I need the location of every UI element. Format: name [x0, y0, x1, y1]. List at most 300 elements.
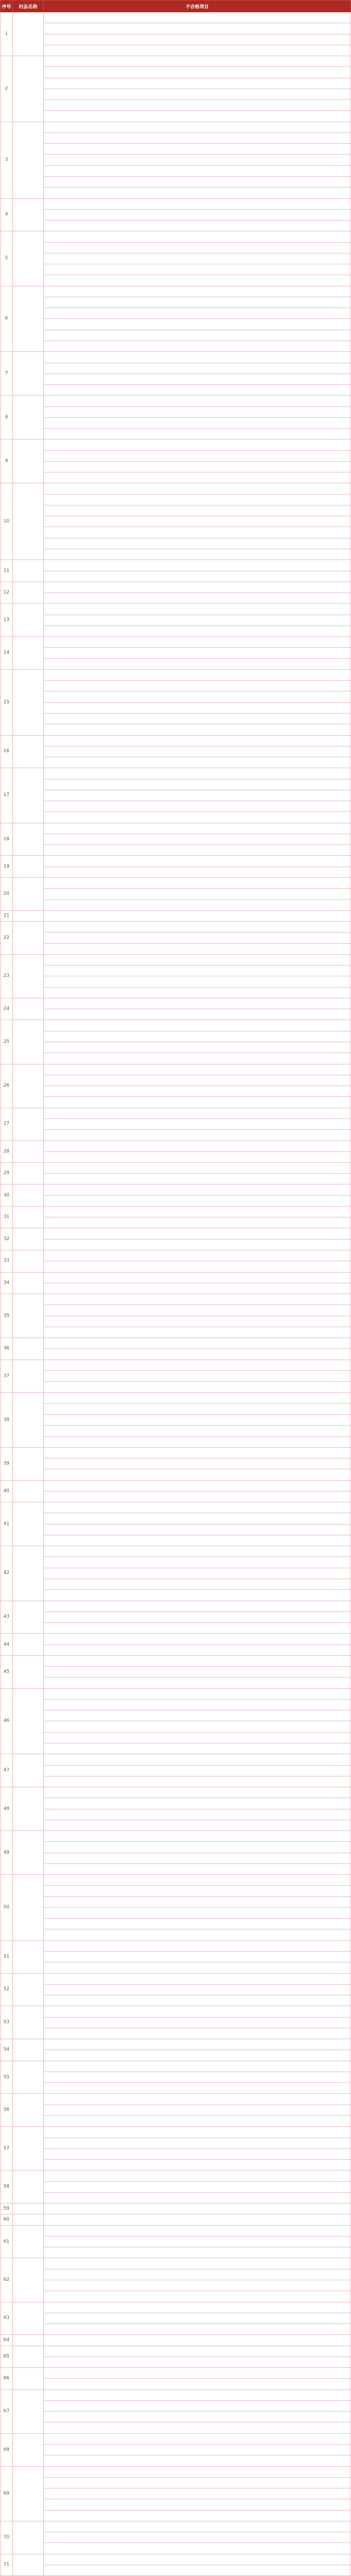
row-failed-item — [44, 2236, 351, 2247]
table-row — [1, 2148, 351, 2159]
row-product-name — [13, 2368, 44, 2390]
table-row — [1, 209, 351, 220]
table-row — [1, 1031, 351, 1042]
table-row — [1, 1228, 351, 1239]
table-row — [1, 965, 351, 976]
row-failed-item — [44, 922, 351, 933]
table-row — [1, 1721, 351, 1732]
table-row — [1, 2171, 351, 2181]
row-failed-item — [44, 286, 351, 297]
row-index: 49 — [1, 1831, 13, 1875]
row-failed-item — [44, 1787, 351, 1798]
row-failed-item — [44, 658, 351, 669]
row-failed-item — [44, 406, 351, 417]
row-failed-item — [44, 2379, 351, 2389]
row-failed-item — [44, 2116, 351, 2127]
row-index: 15 — [1, 669, 13, 735]
table-row — [1, 363, 351, 374]
row-failed-item — [44, 1601, 351, 1612]
row-failed-item — [44, 1009, 351, 1020]
table-row — [1, 2499, 351, 2510]
table-row — [1, 922, 351, 933]
table-row — [1, 976, 351, 987]
table-row — [1, 801, 351, 812]
row-failed-item — [44, 976, 351, 987]
table-row — [1, 308, 351, 319]
table-row — [1, 2192, 351, 2203]
table-row — [1, 165, 351, 176]
table-row — [1, 1513, 351, 1524]
table-row — [1, 1995, 351, 2006]
row-failed-item — [44, 2433, 351, 2444]
row-failed-item — [44, 1294, 351, 1305]
table-row — [1, 23, 351, 34]
row-index: 52 — [1, 1973, 13, 2006]
row-product-name — [13, 2521, 44, 2554]
table-row — [1, 1338, 351, 1349]
table-row — [1, 877, 351, 888]
row-failed-item — [44, 1118, 351, 1129]
row-index: 36 — [1, 1338, 13, 1360]
row-failed-item — [44, 2543, 351, 2554]
row-failed-item — [44, 472, 351, 483]
row-failed-item — [44, 933, 351, 943]
row-failed-item — [44, 1042, 351, 1053]
table-row — [1, 1798, 351, 1809]
row-failed-item — [44, 1667, 351, 1677]
table-row — [1, 2324, 351, 2335]
row-failed-item — [44, 2105, 351, 2115]
row-failed-item — [44, 801, 351, 812]
table-row — [1, 188, 351, 198]
row-failed-item — [44, 2028, 351, 2039]
row-index: 17 — [1, 768, 13, 823]
row-failed-item — [44, 34, 351, 45]
row-failed-item — [44, 1502, 351, 1513]
row-failed-item — [44, 2335, 351, 2346]
table-row — [1, 2389, 351, 2400]
table-row — [1, 2160, 351, 2171]
row-failed-item — [44, 1853, 351, 1863]
row-failed-item — [44, 1020, 351, 1031]
table-row — [1, 604, 351, 615]
row-failed-item — [44, 2258, 351, 2269]
table-row — [1, 2138, 351, 2148]
table-row — [1, 122, 351, 132]
table-row — [1, 2039, 351, 2050]
row-failed-item — [44, 429, 351, 439]
row-product-name — [13, 2061, 44, 2094]
row-failed-item — [44, 1710, 351, 1721]
row-product-name — [13, 1228, 44, 1250]
table-row — [1, 2291, 351, 2302]
table-row — [1, 2357, 351, 2367]
header-index: 序号 — [1, 1, 13, 12]
row-failed-item — [44, 275, 351, 286]
row-failed-item — [44, 2444, 351, 2455]
table-row — [1, 1360, 351, 1370]
row-index: 65 — [1, 2346, 13, 2368]
table-row — [1, 2554, 351, 2565]
table-row — [1, 867, 351, 877]
table-row — [1, 2510, 351, 2521]
row-failed-item — [44, 1075, 351, 1086]
table-row — [1, 253, 351, 264]
row-product-name — [13, 998, 44, 1020]
row-product-name — [13, 2466, 44, 2521]
table-row — [1, 560, 351, 571]
row-index: 44 — [1, 1634, 13, 1656]
row-failed-item — [44, 845, 351, 856]
table-row — [1, 943, 351, 954]
table-row — [1, 198, 351, 209]
row-failed-item — [44, 1195, 351, 1206]
row-failed-item — [44, 1393, 351, 1403]
row-index: 34 — [1, 1272, 13, 1294]
table-row — [1, 746, 351, 757]
table-row — [1, 1415, 351, 1426]
table-row — [1, 2521, 351, 2532]
row-failed-item — [44, 1426, 351, 1436]
row-failed-item — [44, 2204, 351, 2214]
row-failed-item — [44, 341, 351, 351]
table-row — [1, 1447, 351, 1458]
table-row — [1, 1919, 351, 1929]
row-failed-item — [44, 1174, 351, 1184]
row-failed-item — [44, 1688, 351, 1699]
row-product-name — [13, 1184, 44, 1207]
row-failed-item — [44, 2039, 351, 2050]
row-failed-item — [44, 965, 351, 976]
table-row — [1, 2061, 351, 2072]
table-row — [1, 2214, 351, 2225]
row-failed-item — [44, 1403, 351, 1414]
row-index: 54 — [1, 2039, 13, 2061]
row-failed-item — [44, 625, 351, 636]
row-index: 38 — [1, 1393, 13, 1447]
row-product-name — [13, 396, 44, 439]
row-failed-item — [44, 1568, 351, 1579]
row-product-name — [13, 1393, 44, 1447]
row-failed-item — [44, 2389, 351, 2400]
row-failed-item — [44, 2171, 351, 2181]
row-product-name — [13, 1272, 44, 1294]
row-failed-item — [44, 1415, 351, 1426]
row-failed-item — [44, 834, 351, 844]
table-row — [1, 1568, 351, 1579]
row-product-name — [13, 2258, 44, 2302]
table-row — [1, 1546, 351, 1557]
table-row — [1, 144, 351, 155]
table-row — [1, 1206, 351, 1217]
table-row — [1, 1863, 351, 1874]
row-index: 27 — [1, 1108, 13, 1141]
table-row — [1, 505, 351, 516]
table-row — [1, 1952, 351, 1962]
row-index: 33 — [1, 1250, 13, 1273]
row-failed-item — [44, 1436, 351, 1447]
table-row — [1, 1393, 351, 1403]
table-row — [1, 231, 351, 242]
row-product-name — [13, 2554, 44, 2576]
row-failed-item — [44, 2225, 351, 2236]
row-failed-item — [44, 1447, 351, 1458]
row-index: 28 — [1, 1141, 13, 1163]
row-index: 64 — [1, 2335, 13, 2346]
row-failed-item — [44, 746, 351, 757]
row-failed-item — [44, 812, 351, 823]
table-row — [1, 2543, 351, 2554]
row-failed-item — [44, 1907, 351, 1918]
table-row — [1, 1973, 351, 1984]
row-product-name — [13, 1973, 44, 2006]
row-failed-item — [44, 1239, 351, 1250]
row-failed-item — [44, 439, 351, 450]
table-row — [1, 439, 351, 450]
table-row — [1, 691, 351, 702]
table-row — [1, 856, 351, 867]
row-failed-item — [44, 1338, 351, 1349]
table-row — [1, 1677, 351, 1688]
row-failed-item — [44, 363, 351, 374]
table-row — [1, 910, 351, 921]
table-row — [1, 2412, 351, 2422]
table-row — [1, 1382, 351, 1393]
table-row — [1, 571, 351, 582]
row-index: 41 — [1, 1502, 13, 1546]
table-row — [1, 2477, 351, 2488]
table-row — [1, 1645, 351, 1655]
row-product-name — [13, 483, 44, 560]
row-failed-item — [44, 2181, 351, 2192]
table-row — [1, 221, 351, 231]
row-failed-item — [44, 2094, 351, 2105]
row-failed-item — [44, 1217, 351, 1228]
row-failed-item — [44, 2247, 351, 2258]
table-row — [1, 1426, 351, 1436]
table-row — [1, 1305, 351, 1316]
row-failed-item — [44, 1995, 351, 2006]
row-index: 29 — [1, 1162, 13, 1184]
row-failed-item — [44, 1349, 351, 1360]
table-row — [1, 1601, 351, 1612]
row-failed-item — [44, 943, 351, 954]
table-row — [1, 889, 351, 900]
table-row — [1, 637, 351, 648]
table-row — [1, 1710, 351, 1721]
table-row — [1, 834, 351, 844]
row-failed-item — [44, 352, 351, 363]
row-failed-item — [44, 1929, 351, 1940]
row-failed-item — [44, 2422, 351, 2433]
row-failed-item — [44, 1261, 351, 1272]
row-failed-item — [44, 78, 351, 89]
row-index: 22 — [1, 922, 13, 955]
row-failed-item — [44, 593, 351, 604]
table-row — [1, 1009, 351, 1020]
row-failed-item — [44, 89, 351, 99]
table-row — [1, 2017, 351, 2028]
table-row — [1, 330, 351, 341]
row-product-name — [13, 2346, 44, 2368]
row-failed-item — [44, 2499, 351, 2510]
table-row — [1, 67, 351, 78]
row-product-name — [13, 1601, 44, 1634]
row-failed-item — [44, 1896, 351, 1907]
table-row — [1, 582, 351, 592]
row-failed-item — [44, 691, 351, 702]
table-row — [1, 987, 351, 998]
row-failed-item — [44, 1743, 351, 1754]
row-failed-item — [44, 1305, 351, 1316]
row-failed-item — [44, 615, 351, 625]
row-failed-item — [44, 122, 351, 132]
row-product-name — [13, 1875, 44, 1941]
row-failed-item — [44, 889, 351, 900]
row-failed-item — [44, 1875, 351, 1886]
row-failed-item — [44, 1086, 351, 1097]
row-failed-item — [44, 877, 351, 888]
row-failed-item — [44, 1699, 351, 1710]
row-failed-item — [44, 1754, 351, 1765]
table-row — [1, 2280, 351, 2291]
table-row — [1, 669, 351, 680]
table-row — [1, 34, 351, 45]
row-failed-item — [44, 571, 351, 582]
row-failed-item — [44, 1677, 351, 1688]
row-failed-item — [44, 221, 351, 231]
row-failed-item — [44, 1952, 351, 1962]
table-row — [1, 1141, 351, 1151]
row-failed-item — [44, 396, 351, 406]
row-product-name — [13, 198, 44, 231]
row-failed-item — [44, 2083, 351, 2094]
row-index: 24 — [1, 998, 13, 1020]
row-index: 56 — [1, 2094, 13, 2127]
row-product-name — [13, 1108, 44, 1141]
row-product-name — [13, 1338, 44, 1360]
row-index: 4 — [1, 198, 13, 231]
row-failed-item — [44, 2357, 351, 2367]
row-product-name — [13, 2127, 44, 2171]
row-failed-item — [44, 1459, 351, 1469]
row-product-name — [13, 1502, 44, 1546]
table-row — [1, 1053, 351, 1064]
row-product-name — [13, 2389, 44, 2433]
table-row — [1, 1886, 351, 1896]
table-row — [1, 1634, 351, 1645]
row-product-name — [13, 735, 44, 768]
table-row — [1, 1590, 351, 1601]
row-index: 25 — [1, 1020, 13, 1064]
table-row — [1, 2072, 351, 2082]
table-row — [1, 1667, 351, 1677]
table-row — [1, 286, 351, 297]
table-row — [1, 1064, 351, 1075]
table-row — [1, 2225, 351, 2236]
table-row — [1, 2335, 351, 2346]
row-failed-item — [44, 2160, 351, 2171]
table-row — [1, 702, 351, 713]
row-index: 2 — [1, 56, 13, 122]
row-failed-item — [44, 1283, 351, 1294]
table-row — [1, 1688, 351, 1699]
table-row — [1, 724, 351, 735]
table-row — [1, 242, 351, 253]
table-row — [1, 2258, 351, 2269]
row-failed-item — [44, 2565, 351, 2575]
row-failed-item — [44, 669, 351, 680]
row-failed-item — [44, 1031, 351, 1042]
row-product-name — [13, 2094, 44, 2127]
row-index: 26 — [1, 1064, 13, 1108]
table-row — [1, 319, 351, 330]
row-failed-item — [44, 2050, 351, 2061]
row-failed-item — [44, 714, 351, 724]
row-index: 10 — [1, 483, 13, 560]
row-failed-item — [44, 330, 351, 341]
table-row — [1, 933, 351, 943]
row-product-name — [13, 1360, 44, 1393]
table-row — [1, 1118, 351, 1129]
row-failed-item — [44, 681, 351, 691]
row-failed-item — [44, 1382, 351, 1393]
row-failed-item — [44, 1360, 351, 1370]
row-failed-item — [44, 1053, 351, 1064]
row-failed-item — [44, 1579, 351, 1589]
row-failed-item — [44, 450, 351, 461]
row-index: 45 — [1, 1655, 13, 1688]
row-failed-item — [44, 253, 351, 264]
table-row — [1, 1820, 351, 1831]
table-row — [1, 1316, 351, 1327]
row-failed-item — [44, 2488, 351, 2499]
row-failed-item — [44, 111, 351, 122]
row-product-name — [13, 1634, 44, 1656]
row-failed-item — [44, 987, 351, 998]
row-product-name — [13, 352, 44, 396]
row-failed-item — [44, 560, 351, 571]
row-failed-item — [44, 1524, 351, 1535]
row-failed-item — [44, 100, 351, 111]
table-row — [1, 385, 351, 396]
table-row — [1, 1075, 351, 1086]
row-failed-item — [44, 1973, 351, 1984]
row-failed-item — [44, 1655, 351, 1666]
row-failed-item — [44, 1327, 351, 1337]
table-row — [1, 2532, 351, 2543]
table-row — [1, 1349, 351, 1360]
table-row — [1, 275, 351, 286]
table-row — [1, 1524, 351, 1535]
row-failed-item — [44, 998, 351, 1009]
row-product-name — [13, 582, 44, 604]
table-row — [1, 1294, 351, 1305]
row-failed-item — [44, 549, 351, 560]
row-index: 12 — [1, 582, 13, 604]
row-failed-item — [44, 1469, 351, 1480]
row-product-name — [13, 1294, 44, 1338]
table-row — [1, 2313, 351, 2324]
row-index: 50 — [1, 1875, 13, 1941]
table-row — [1, 1217, 351, 1228]
row-index: 11 — [1, 560, 13, 582]
row-index: 23 — [1, 954, 13, 998]
row-product-name — [13, 2039, 44, 2061]
row-failed-item — [44, 2455, 351, 2466]
row-failed-item — [44, 1612, 351, 1622]
table-row — [1, 2302, 351, 2313]
